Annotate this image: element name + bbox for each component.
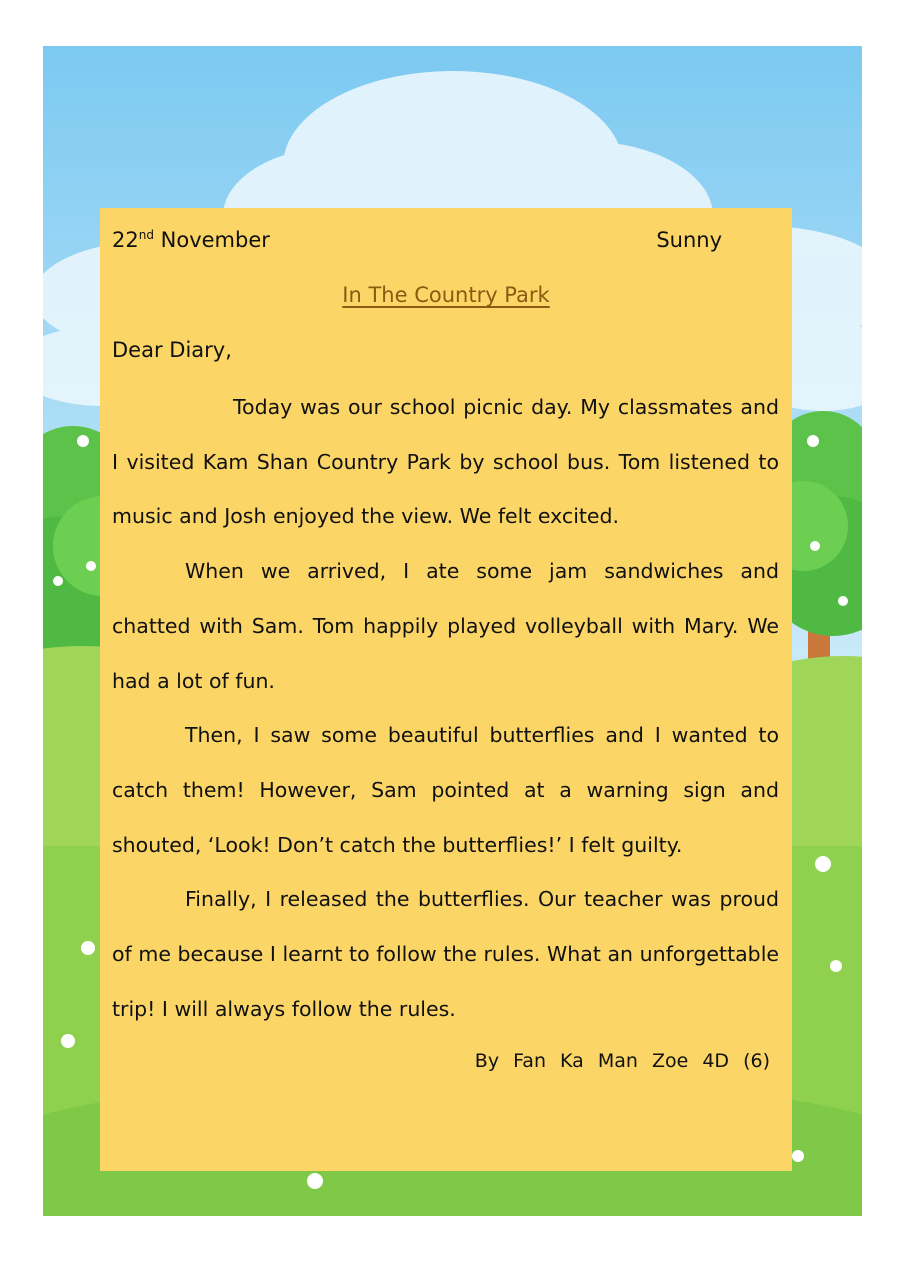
diary-paragraph: When we arrived, I ate some jam sandwiches and chatted with Sam. Tom happily played volleyball with Mary. We had a lot of fun.: [112, 559, 779, 693]
diary-signature: By Fan Ka Man Zoe 4D (6): [474, 1050, 770, 1072]
diary-paragraph: Finally, I released the butterflies. Our teacher was proud of me because I learnt to follow the rules. What an unforgettable trip! I will always follow the rules.: [112, 887, 779, 1021]
date-suffix: nd: [138, 228, 154, 242]
diary-date: [112, 228, 270, 252]
diary-title: In The Country Park: [342, 283, 550, 307]
date-month: November: [160, 228, 270, 252]
diary-header: [112, 228, 722, 258]
diary-page: [100, 208, 792, 1171]
diary-paragraph: Today was our school picnic day. My classmates and I visited Kam Shan Country Park by school bus. Tom listened to music and Josh enjoyed the view. We felt excited.: [112, 395, 779, 529]
diary-body: [112, 380, 779, 1036]
diary-greeting: Dear Diary,: [112, 338, 232, 362]
date-day: 22: [112, 228, 139, 252]
diary-paragraph: Then, I saw some beautiful butterflies and I wanted to catch them! However, Sam pointed at a warning sign and shouted, ‘Look! Don’t catch the butterflies!’ I felt guilty.: [112, 723, 779, 857]
diary-weather: Sunny: [656, 228, 722, 252]
